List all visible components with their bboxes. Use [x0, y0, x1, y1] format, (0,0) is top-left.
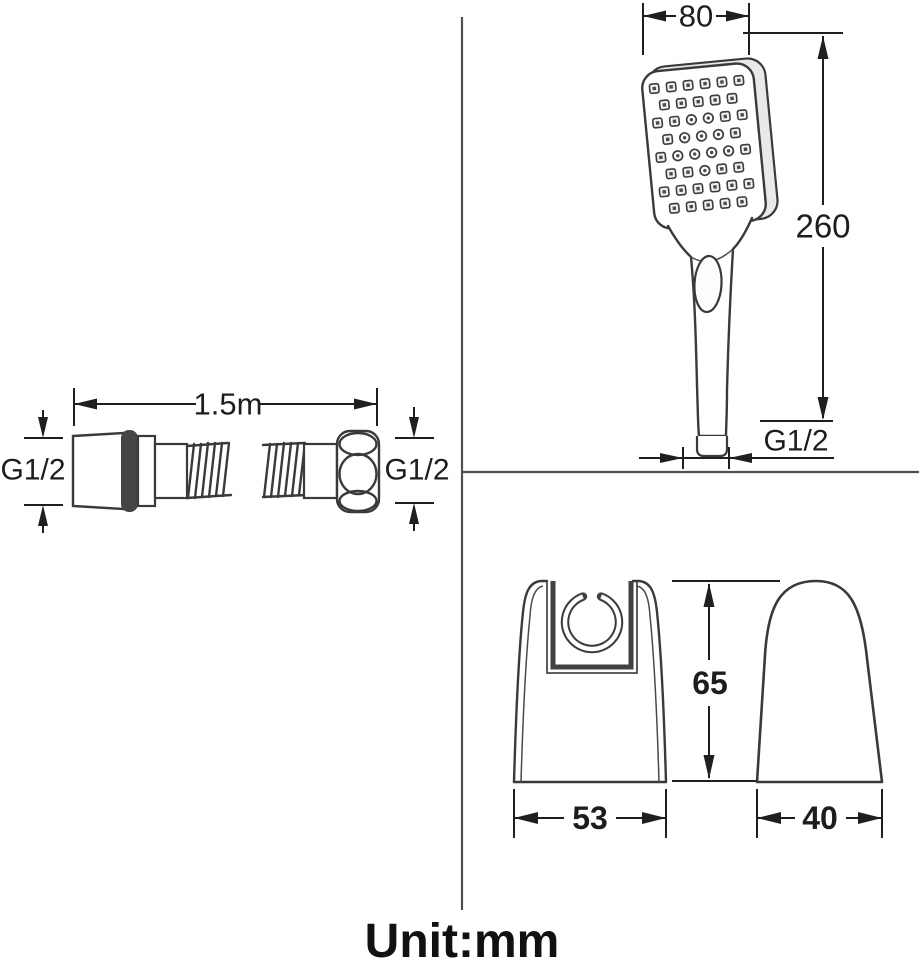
- head-thread-dimension: [639, 425, 834, 470]
- hose-left-thread-dimension: [0, 410, 65, 533]
- holder-width-label: 53: [572, 800, 608, 836]
- hose-length-dimension: [74, 387, 377, 427]
- shower-hose-drawing: [73, 430, 379, 512]
- holder-height-label: 65: [692, 665, 728, 701]
- hose-right-nut: [337, 431, 379, 512]
- head-thread-label: G1/2: [763, 424, 829, 458]
- hose-right-corrugation: [263, 443, 307, 497]
- hose-right-thread-dimension: [384, 407, 449, 531]
- holder-depth-label: 40: [802, 800, 838, 836]
- head-width-label: 80: [678, 0, 714, 34]
- holder-front-view: [514, 581, 666, 782]
- holder-depth-dimension: [757, 789, 882, 838]
- hose-left-corrugation: [187, 443, 231, 498]
- hand-shower-drawing: [640, 57, 779, 456]
- hose-left-cone: [73, 433, 123, 509]
- hose-left-dark-ring: [121, 430, 138, 512]
- holder-side-view: [757, 581, 882, 782]
- head-height-label: 260: [795, 207, 851, 245]
- hose-left-thread-label: G1/2: [0, 453, 66, 487]
- head-width-dimension: [643, 0, 749, 55]
- shower-head: [640, 57, 779, 230]
- hose-length-label: 1.5m: [193, 386, 263, 422]
- hose-right-thread-label: G1/2: [384, 453, 450, 487]
- handle-thread-nub: [697, 436, 727, 456]
- holder-width-dimension: [514, 789, 666, 838]
- unit-label: Unit:mm: [364, 915, 560, 966]
